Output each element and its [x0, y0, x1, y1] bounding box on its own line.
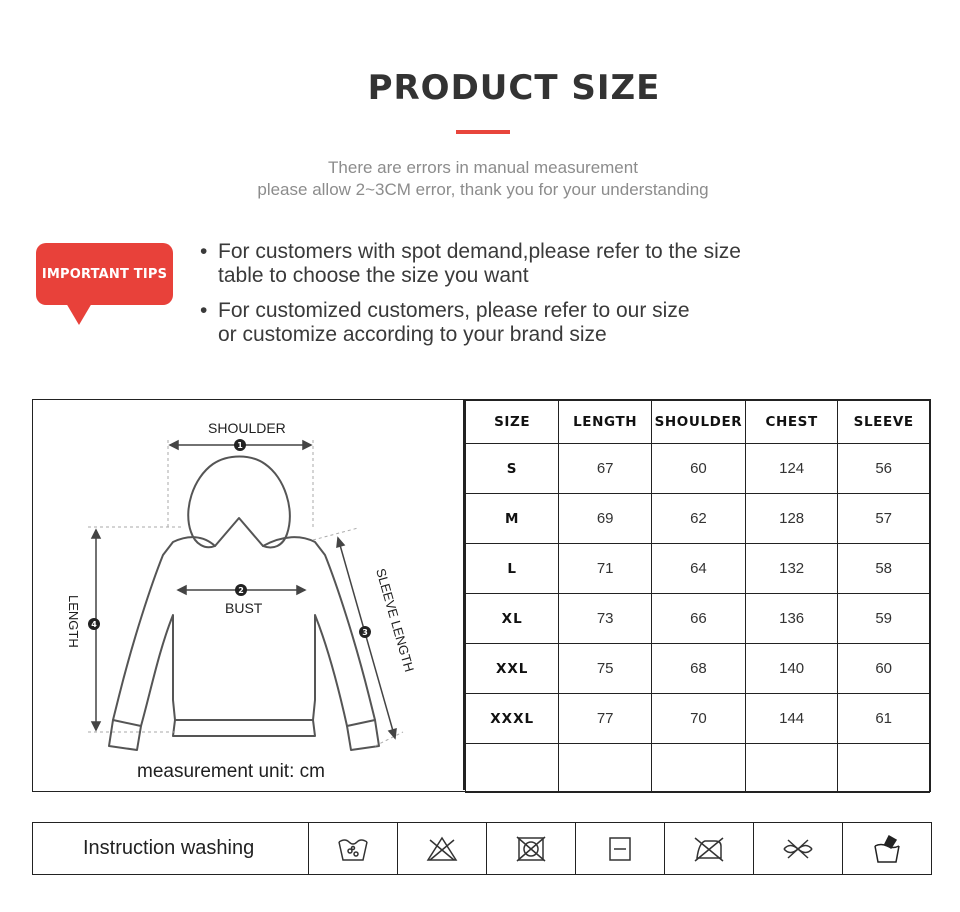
length-cell: 73: [559, 594, 652, 644]
bullet-icon: •: [200, 299, 208, 322]
chest-cell: 132: [745, 544, 837, 594]
chest-cell: 136: [745, 594, 837, 644]
sleeve-cell: [838, 744, 930, 793]
size-table: [465, 400, 930, 793]
size-cell: [466, 744, 559, 793]
length-cell: [559, 744, 652, 793]
size-cell: XL: [466, 594, 559, 644]
header-length: LENGTH: [559, 401, 652, 444]
length-cell: 69: [559, 494, 652, 544]
marker-1: 1: [237, 441, 243, 450]
wash-cell: [487, 823, 576, 874]
measurement-notice: [0, 157, 960, 201]
table-row: [466, 694, 930, 744]
page-title: PRODUCT SIZE: [367, 68, 661, 108]
shoulder-label: SHOULDER: [208, 420, 286, 436]
sleeve-cell: 58: [838, 544, 930, 594]
length-cell: 75: [559, 644, 652, 694]
tip-line: For customers with spot demand,please refer to the size: [218, 240, 741, 263]
dry-flat-icon: [602, 834, 638, 864]
notice-line-1: There are errors in manual measurement: [328, 158, 638, 177]
shoulder-cell: 60: [651, 444, 745, 494]
table-row: [466, 494, 930, 544]
chest-cell: [745, 744, 837, 793]
washing-instructions-bar: [32, 822, 932, 875]
wash-basin-icon: [869, 834, 905, 864]
marker-3: 3: [362, 628, 368, 637]
table-row: [466, 594, 930, 644]
washing-label: Instruction washing: [33, 823, 309, 874]
length-cell: 71: [559, 544, 652, 594]
notice-line-2: please allow 2~3CM error, thank you for your understanding: [257, 180, 709, 199]
badge-pointer: [66, 303, 92, 325]
hoodie-hem: [173, 720, 315, 736]
chest-cell: 140: [745, 644, 837, 694]
table-row-empty: [466, 744, 930, 793]
tip-item: [200, 299, 741, 347]
hand-wash-icon: [335, 834, 371, 864]
header-shoulder: SHOULDER: [651, 401, 745, 444]
tips-list: [200, 240, 741, 358]
sleeve-length-label: SLEEVE LENGTH: [373, 566, 418, 674]
measurement-unit-label: measurement unit: cm: [137, 761, 325, 782]
table-row: [466, 444, 930, 494]
wash-cell: [843, 823, 931, 874]
length-cell: 77: [559, 694, 652, 744]
tip-item: [200, 240, 741, 288]
title-accent-bar: [456, 130, 510, 134]
tip-line: or customize according to your brand size: [218, 323, 607, 346]
sleeve-cell: 59: [838, 594, 930, 644]
header-sleeve: SLEEVE: [838, 401, 930, 444]
marker-2: 2: [238, 586, 244, 595]
hoodie-hood-outline: [188, 457, 290, 548]
shoulder-cell: [651, 744, 745, 793]
sleeve-cell: 56: [838, 444, 930, 494]
table-row: [466, 644, 930, 694]
no-bleach-icon: [424, 834, 460, 864]
hoodie-body-outline: [113, 537, 375, 726]
shoulder-cell: 68: [651, 644, 745, 694]
no-iron-icon: [691, 834, 727, 864]
shoulder-cell: 64: [651, 544, 745, 594]
tip-line: table to choose the size you want: [218, 264, 529, 287]
wash-cell: [398, 823, 487, 874]
size-cell: XXXL: [466, 694, 559, 744]
hoodie-measurement-diagram: [33, 400, 463, 790]
wash-cell: [309, 823, 398, 874]
size-cell: L: [466, 544, 559, 594]
shoulder-cell: 62: [651, 494, 745, 544]
size-cell: XXL: [466, 644, 559, 694]
tip-line: For customized customers, please refer to our size: [218, 299, 690, 322]
table-header-row: [466, 401, 930, 444]
shoulder-cell: 66: [651, 594, 745, 644]
shoulder-cell: 70: [651, 694, 745, 744]
table-row: [466, 544, 930, 594]
important-tips-badge: IMPORTANT TIPS: [36, 243, 173, 305]
chest-cell: 144: [745, 694, 837, 744]
size-cell: M: [466, 494, 559, 544]
wash-cell: [754, 823, 843, 874]
wash-cell: [665, 823, 754, 874]
marker-4: 4: [91, 620, 97, 629]
bust-label: BUST: [225, 600, 263, 616]
length-label: LENGTH: [66, 595, 81, 648]
length-cell: 67: [559, 444, 652, 494]
chest-cell: 124: [745, 444, 837, 494]
sleeve-cell: 60: [838, 644, 930, 694]
header-size: SIZE: [466, 401, 559, 444]
chest-cell: 128: [745, 494, 837, 544]
no-dry-clean-icon: [780, 834, 816, 864]
no-tumble-dry-icon: [513, 834, 549, 864]
bullet-icon: •: [200, 240, 208, 263]
sleeve-cell: 57: [838, 494, 930, 544]
sleeve-cell: 61: [838, 694, 930, 744]
wash-cell: [576, 823, 665, 874]
header-chest: CHEST: [745, 401, 837, 444]
size-cell: S: [466, 444, 559, 494]
size-chart-panel: [32, 399, 931, 792]
